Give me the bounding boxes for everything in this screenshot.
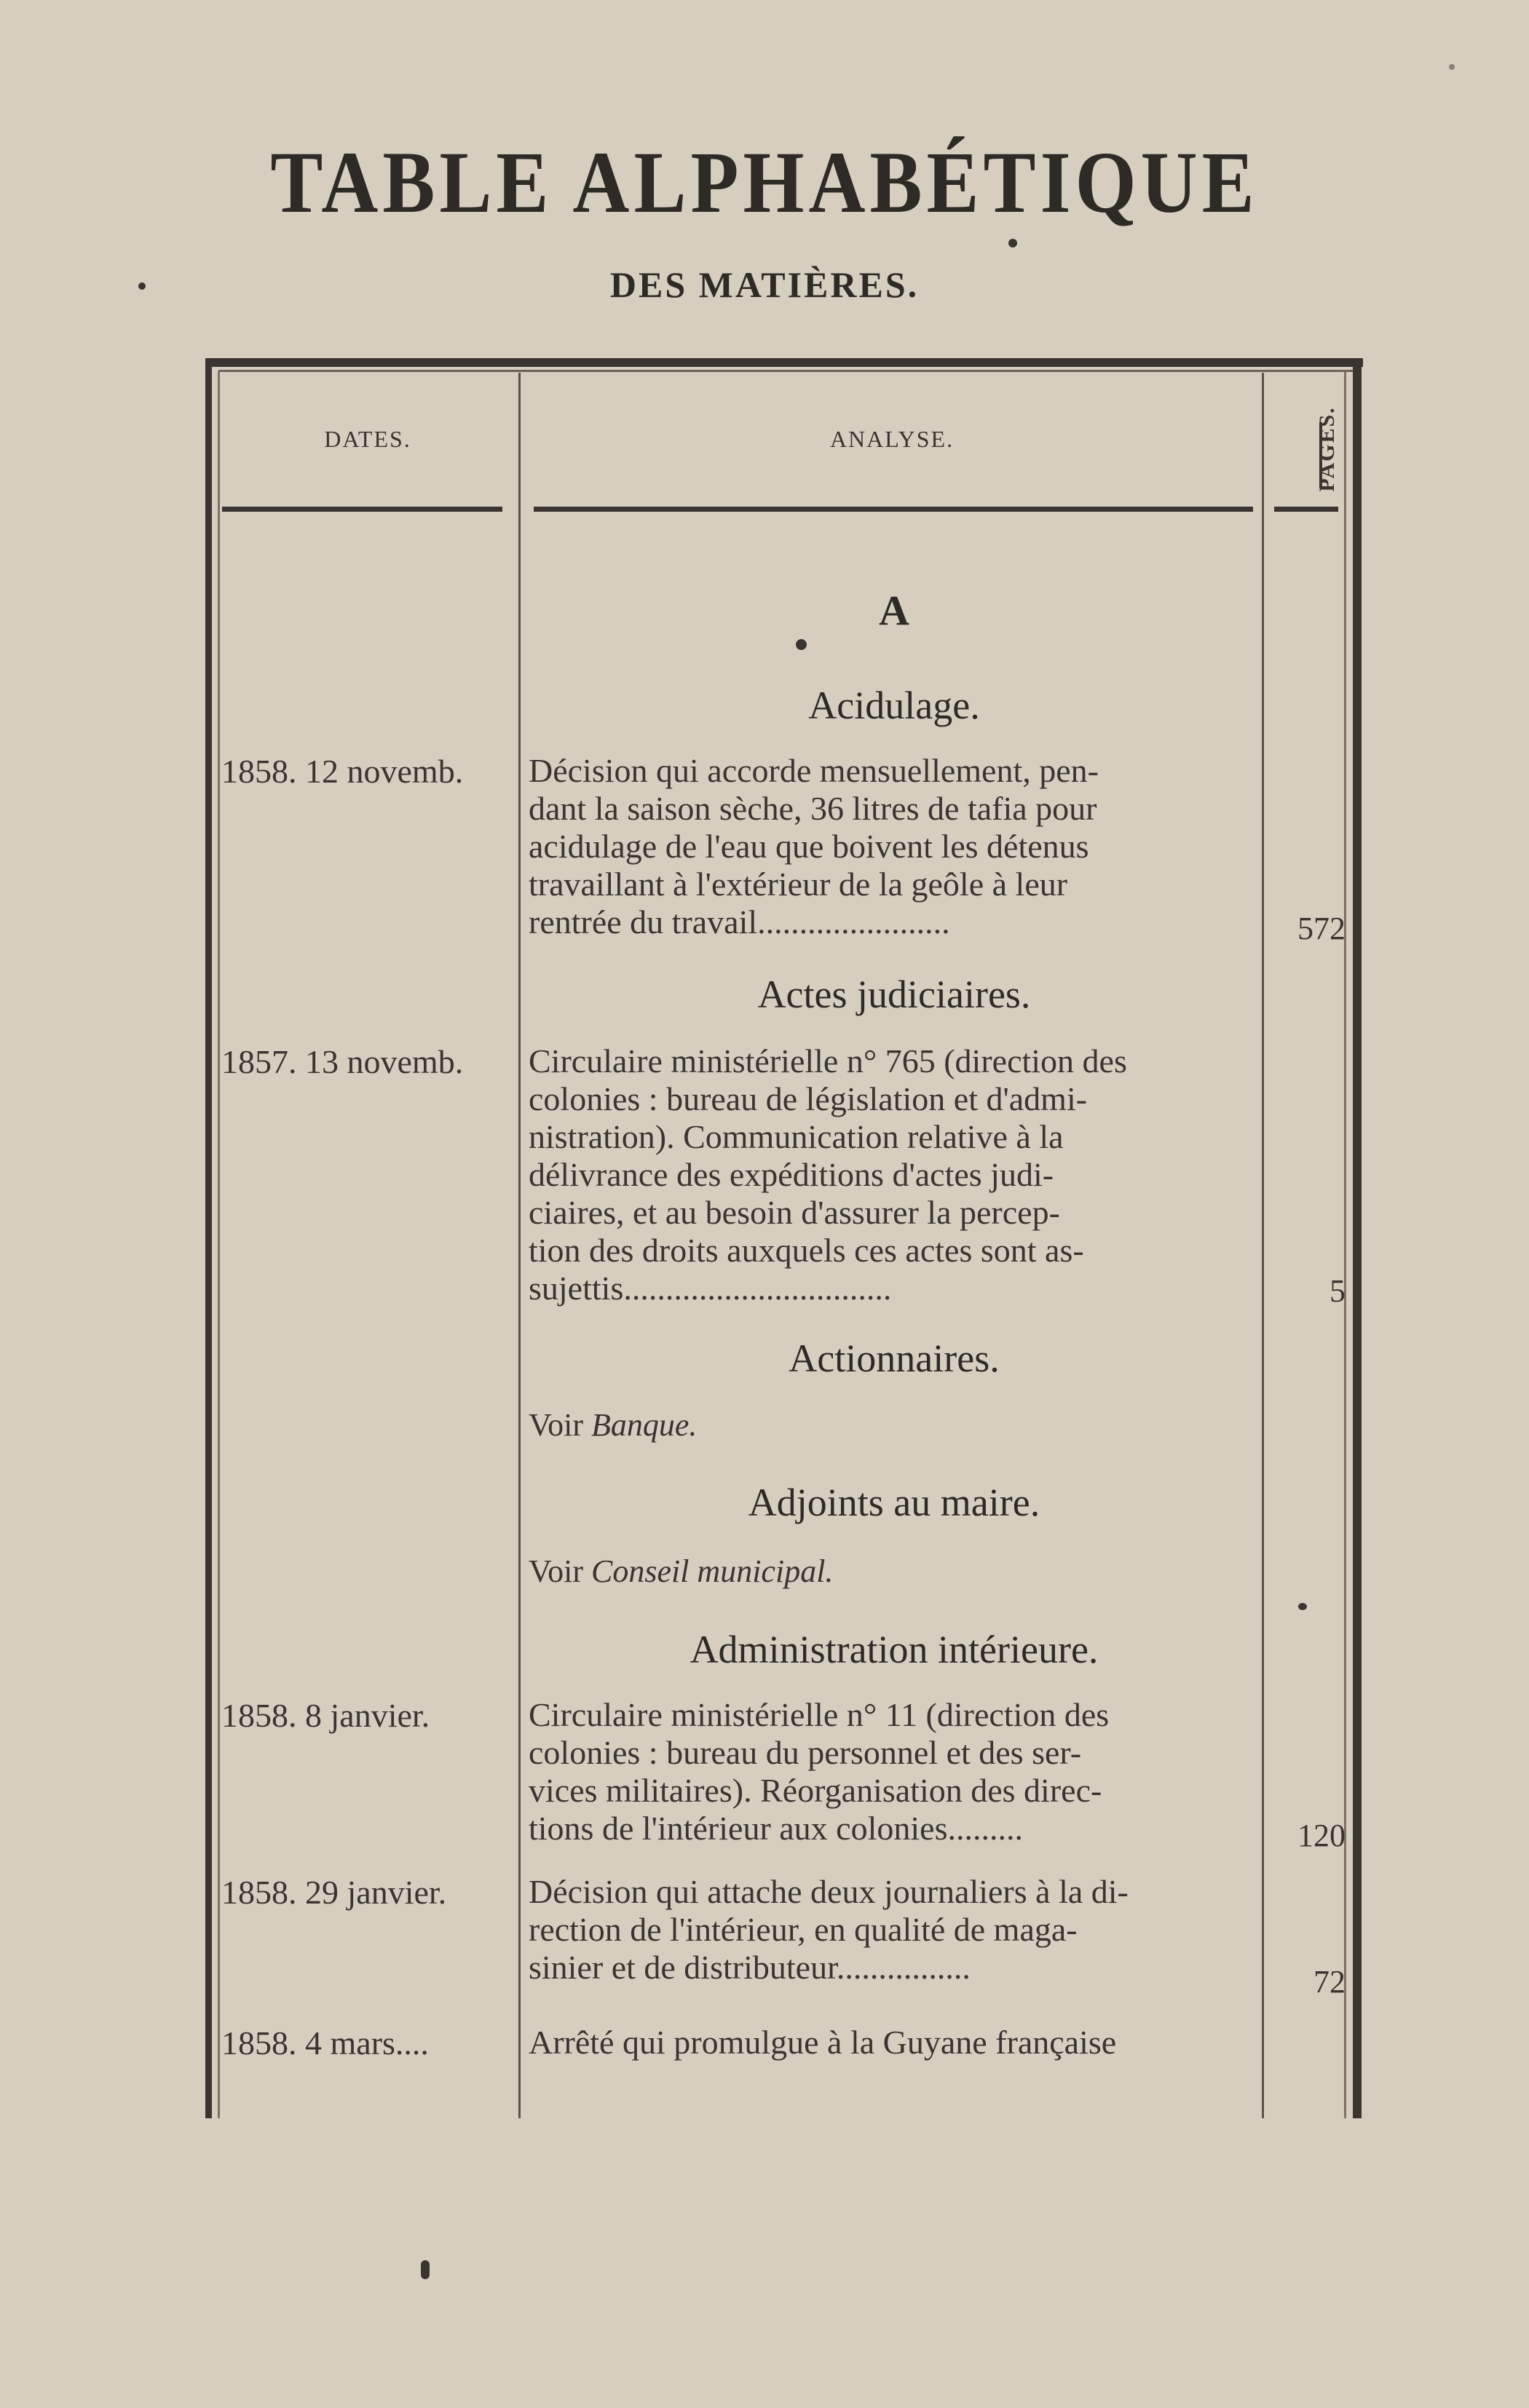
text-line: acidulage de l'eau que boivent les détenus [529, 828, 1089, 865]
text-line: colonies : bureau de législation et d'admi- [529, 1080, 1088, 1117]
text-line: tion des droits auxquels ces actes sont as- [529, 1232, 1084, 1269]
entry-date: 1858. 4 mars.... [221, 2024, 429, 2062]
text-line: tions de l'intérieur aux colonies......... [529, 1810, 1023, 1847]
header-rule-pages [1274, 507, 1338, 512]
entry-date: 1857. 13 novemb. [221, 1043, 464, 1080]
ink-speck [138, 282, 146, 290]
page-subtitle: DES MATIÈRES. [609, 264, 920, 305]
entry-text [529, 2024, 1254, 2062]
text-line: sinier et de distributeur................ [529, 1949, 971, 1986]
entry-date: 1858. 29 janvier. [221, 1874, 447, 1911]
text-line: nistration). Communication relative à la [529, 1118, 1064, 1155]
entry-heading: Actionnaires. [789, 1336, 1000, 1380]
entry-page: 5 [1330, 1273, 1346, 1309]
text-line: sujettis................................ [529, 1270, 892, 1307]
cross-reference-prefix: Voir [529, 1407, 583, 1443]
text-line: Circulaire ministérielle n° 11 (direction des [529, 1696, 1110, 1733]
text-line: Décision qui attache deux journaliers à la di- [529, 1873, 1129, 1910]
table-frame-left-inner [218, 371, 220, 2118]
text-line: Arrêté qui promulgue à la Guyane française [529, 2024, 1117, 2061]
table-frame-right [1353, 358, 1362, 2118]
entry-text [529, 1042, 1254, 1307]
text-line: ciaires, et au besoin d'assurer la percep- [529, 1194, 1060, 1231]
entry-heading: Actes judiciaires. [757, 973, 1031, 1016]
section-letter: A [879, 587, 909, 634]
table-frame-left [205, 358, 212, 2118]
column-divider-dates [518, 373, 521, 2118]
cross-reference-target: Conseil municipal. [590, 1553, 834, 1589]
ink-speck [796, 639, 807, 650]
entry-heading: Adjoints au maire. [748, 1481, 1040, 1524]
text-line: rection de l'intérieur, en qualité de maga- [529, 1911, 1078, 1948]
cross-reference [529, 1406, 697, 1443]
entry-date: 1858. 12 novemb. [221, 753, 464, 790]
entry-text [529, 1696, 1254, 1847]
column-header-dates: DATES. [324, 426, 411, 452]
cross-reference-target: Banque. [590, 1407, 698, 1443]
column-header-analyse: ANALYSE. [829, 426, 955, 452]
ink-speck [1298, 1603, 1307, 1610]
column-header-pages: PAGES. [1315, 406, 1339, 492]
entry-heading: Acidulage. [808, 684, 980, 727]
text-line: colonies : bureau du personnel et des ser- [529, 1734, 1082, 1771]
column-divider-pages [1262, 373, 1264, 2118]
header-rule-analyse [534, 507, 1253, 512]
table-frame-right-inner [1344, 371, 1346, 2118]
cross-reference [529, 1553, 833, 1590]
page-title: TABLE ALPHABÉTIQUE [270, 134, 1259, 232]
table-frame-top-inner [218, 370, 1354, 372]
cross-reference-prefix: Voir [529, 1553, 583, 1589]
ink-speck [1008, 239, 1017, 247]
text-line: vices militaires). Réorganisation des direc- [529, 1772, 1102, 1809]
entry-page: 572 [1297, 911, 1346, 946]
ink-speck [1449, 64, 1455, 70]
text-line: Circulaire ministérielle n° 765 (direction des [529, 1042, 1127, 1080]
table-frame-top [205, 358, 1363, 367]
text-line: rentrée du travail....................... [529, 903, 950, 940]
entry-page: 72 [1313, 1964, 1346, 2000]
ink-speck [421, 2260, 430, 2279]
entry-heading: Administration intérieure. [690, 1628, 1099, 1671]
text-line: délivrance des expéditions d'actes judi- [529, 1156, 1054, 1193]
entry-page: 120 [1297, 1818, 1346, 1853]
text-line: travaillant à l'extérieur de la geôle à leur [529, 866, 1068, 903]
text-line: Décision qui accorde mensuellement, pen- [529, 752, 1099, 789]
entry-text [529, 752, 1254, 941]
entry-text [529, 1873, 1254, 1987]
header-rule-dates [222, 507, 502, 512]
entry-date: 1858. 8 janvier. [221, 1697, 430, 1734]
text-line: dant la saison sèche, 36 litres de tafia pour [529, 790, 1097, 827]
